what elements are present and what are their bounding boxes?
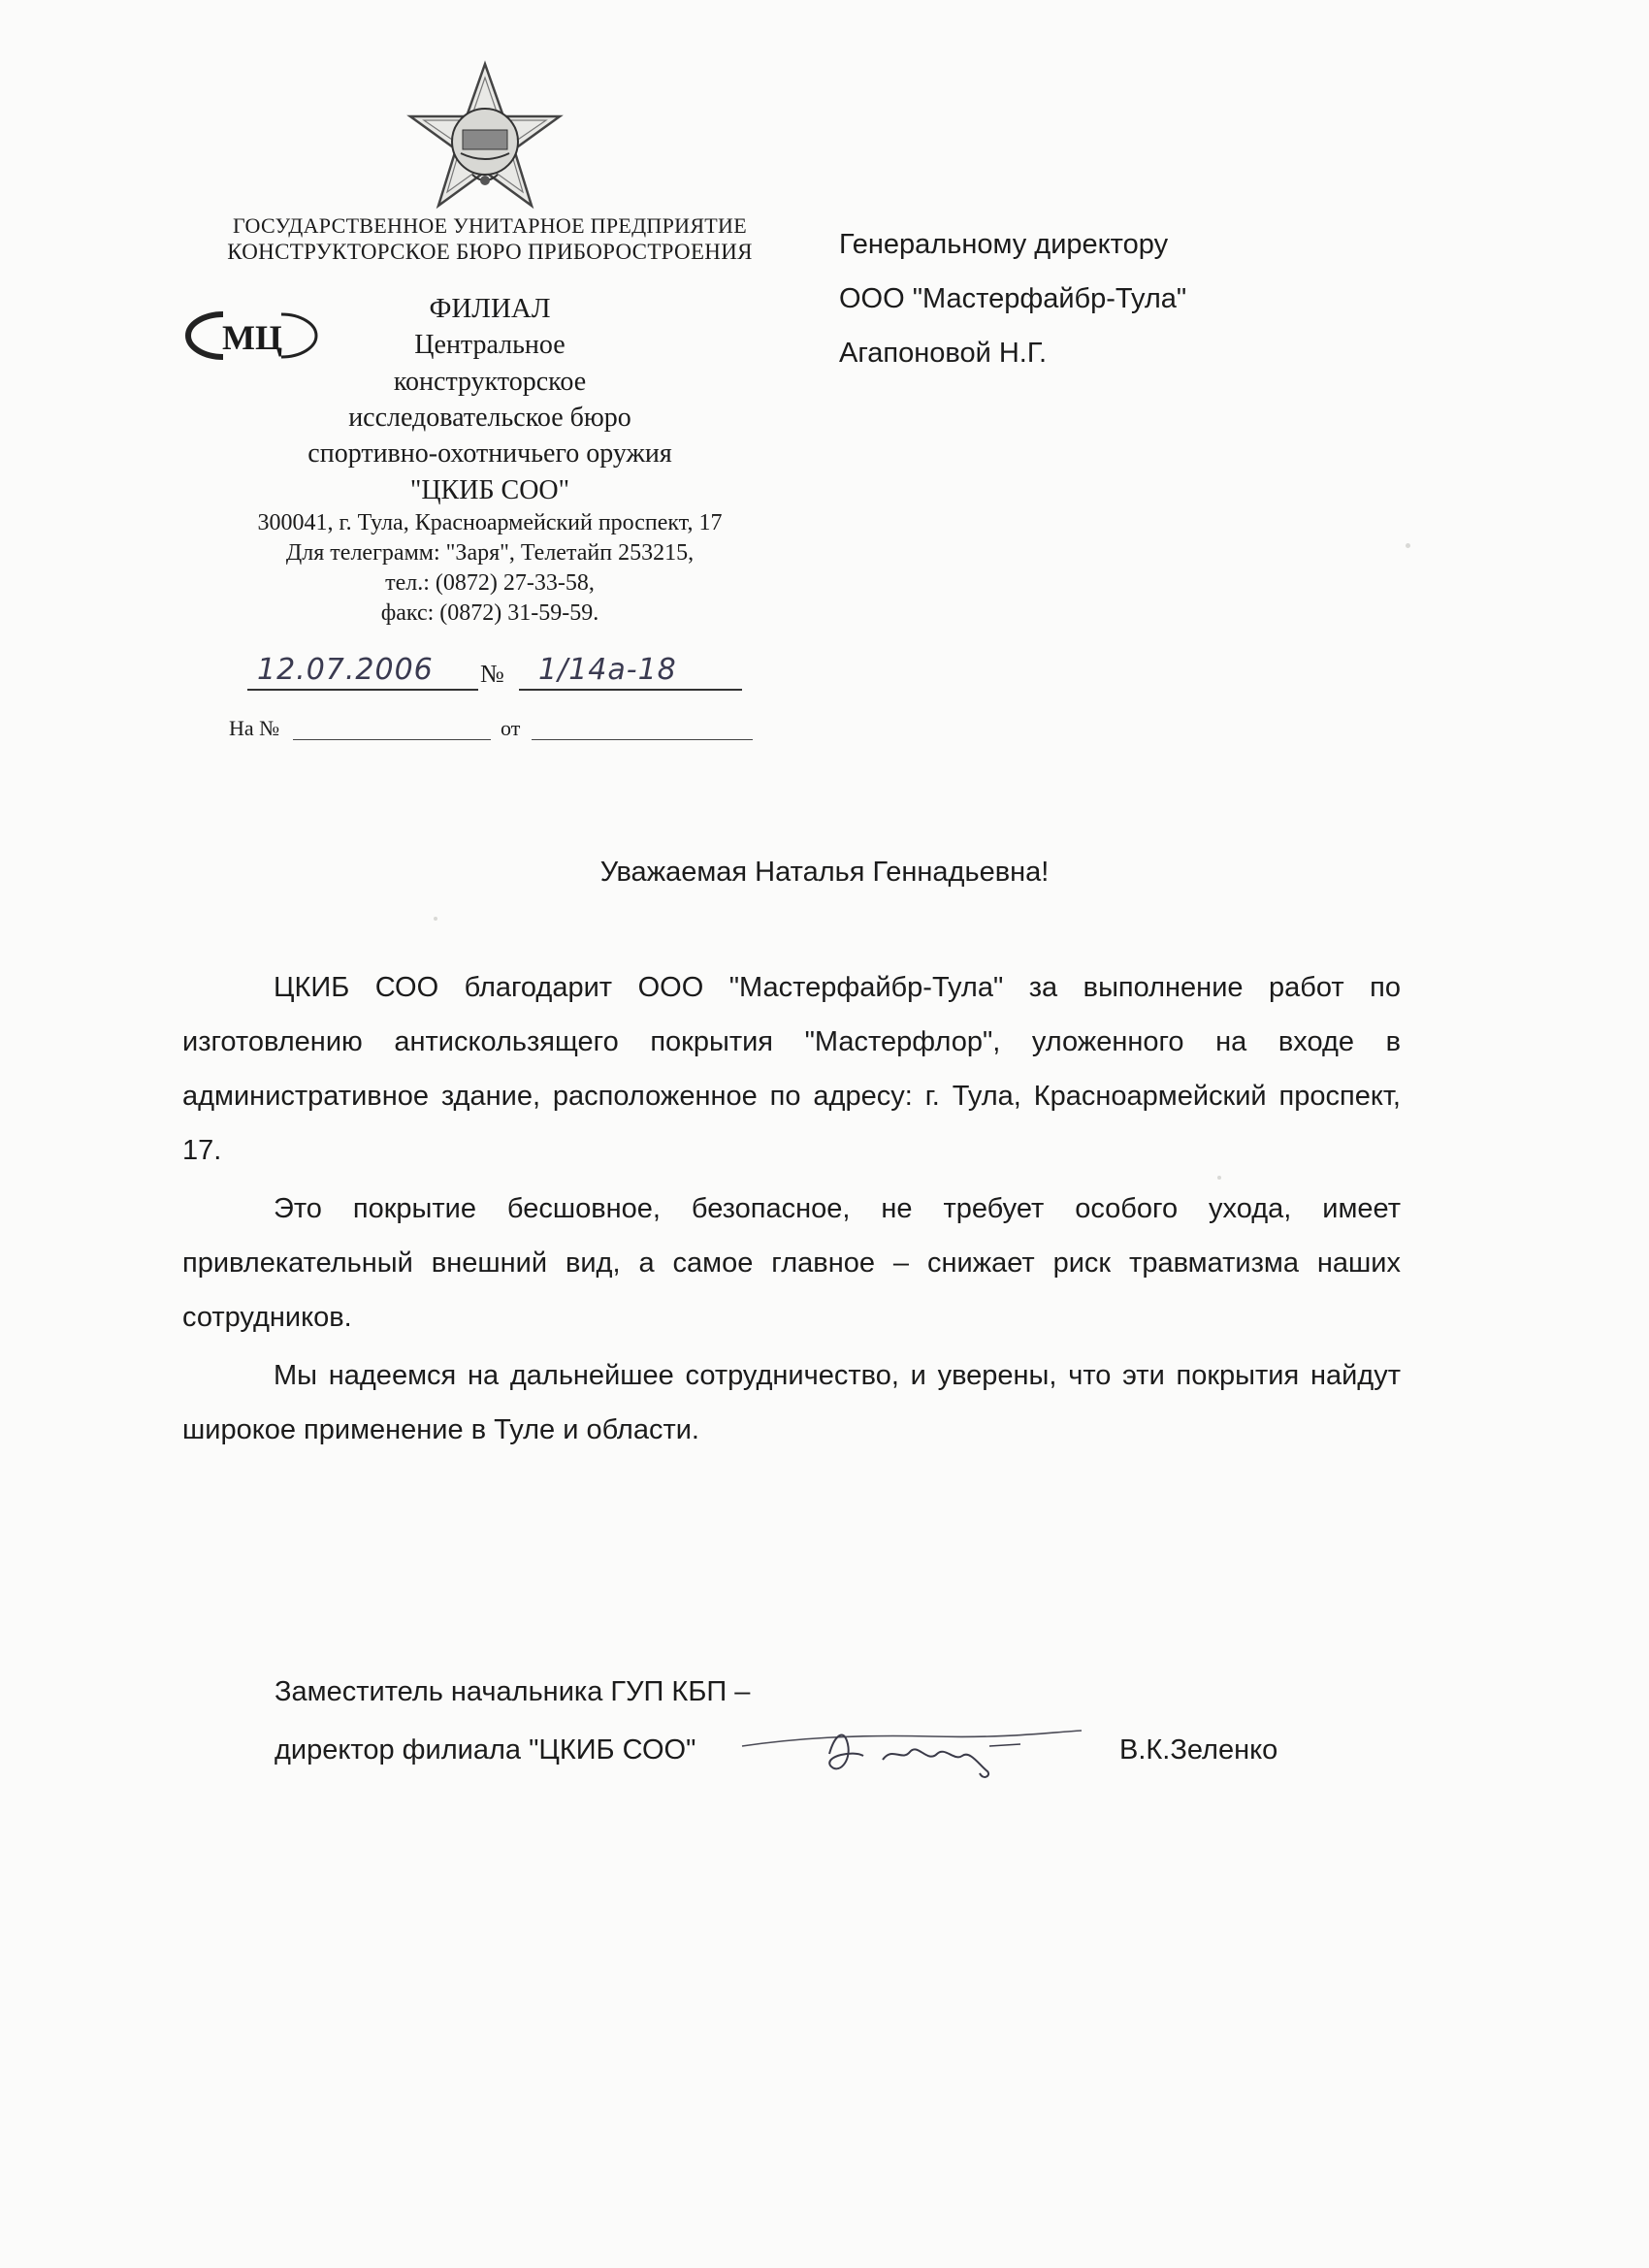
branch-abbreviation: "ЦКИБ СОО" bbox=[409, 475, 570, 505]
branch-line: конструкторское bbox=[393, 367, 587, 397]
org-name-line2: КОНСТРУКТОРСКОЕ БЮРО ПРИБОРОСТРОЕНИЯ bbox=[227, 240, 753, 264]
salutation: Уважаемая Наталья Геннадьевна! bbox=[599, 857, 1050, 888]
signatory-position-line1: Заместитель начальника ГУП КБП – bbox=[275, 1676, 751, 1707]
paper-speck bbox=[1406, 543, 1410, 548]
fax-line: факс: (0872) 31-59-59. bbox=[380, 600, 599, 626]
addressee-name: Агапоновой Н.Г. bbox=[839, 338, 1048, 369]
star-emblem-icon bbox=[403, 60, 567, 215]
phone-line: тел.: (0872) 27-33-58, bbox=[385, 570, 595, 596]
body-paragraph: Мы надеемся на дальнейшее сотрудничество, и уверены, что эти покрытия найдут широкое применение в Туле и области. bbox=[182, 1360, 1401, 1445]
addressee-company: ООО "Мастерфайбр-Тула" bbox=[839, 283, 1187, 314]
branch-line: Центральное bbox=[414, 330, 566, 360]
body-paragraph: Это покрытие бесшовное, безопасное, не требует особого ухода, имеет привлекательный внешний вид, а самое главное – снижает риск травматизма наших сотрудников. bbox=[182, 1193, 1401, 1333]
registration-number-label: № bbox=[480, 660, 504, 688]
signatory-name: В.К.Зеленко bbox=[1119, 1734, 1278, 1766]
handwritten-signature-icon bbox=[737, 1717, 1086, 1785]
paper-speck bbox=[434, 917, 437, 921]
signatory-position-line2: директор филиала "ЦКИБ СОО" bbox=[275, 1734, 696, 1766]
addressee-position: Генеральному директору bbox=[839, 229, 1169, 260]
letter-body bbox=[182, 960, 1401, 1457]
branch-line: спортивно-охотничьего оружия bbox=[307, 438, 672, 469]
reference-number-blank bbox=[293, 739, 491, 740]
address-line: 300041, г. Тула, Красноармейский проспект, 17 bbox=[257, 510, 723, 535]
paper-speck bbox=[1217, 1176, 1221, 1180]
reference-number-label: На № bbox=[229, 716, 280, 740]
org-name-line1: ГОСУДАРСТВЕННОЕ УНИТАРНОЕ ПРЕДПРИЯТИЕ bbox=[233, 213, 747, 238]
registration-date-handwritten: 12.07.2006 bbox=[257, 653, 434, 687]
registration-date-field bbox=[247, 650, 478, 691]
reference-date-label: от bbox=[501, 716, 521, 740]
branch-title: ФИЛИАЛ bbox=[429, 293, 551, 324]
body-paragraph: ЦКИБ СОО благодарит ООО "Мастерфайбр-Тула" за выполнение работ по изготовлению антискользящего покрытия "Мастерфлор", уложенного на входе в административное здание, расположенное по адресу: г. Тула, Красноармейский проспект, 17. bbox=[182, 972, 1401, 1166]
reference-date-blank bbox=[532, 739, 753, 740]
reference-row bbox=[229, 716, 772, 749]
branch-line: исследовательское бюро bbox=[348, 403, 631, 433]
registration-number-field bbox=[519, 650, 742, 691]
registration-row bbox=[247, 648, 742, 697]
registration-number-handwritten: 1/14а-18 bbox=[538, 653, 677, 687]
logo-text: МЦ bbox=[222, 318, 282, 357]
telegram-line: Для телеграмм: "Заря", Телетайп 253215, bbox=[285, 540, 695, 566]
